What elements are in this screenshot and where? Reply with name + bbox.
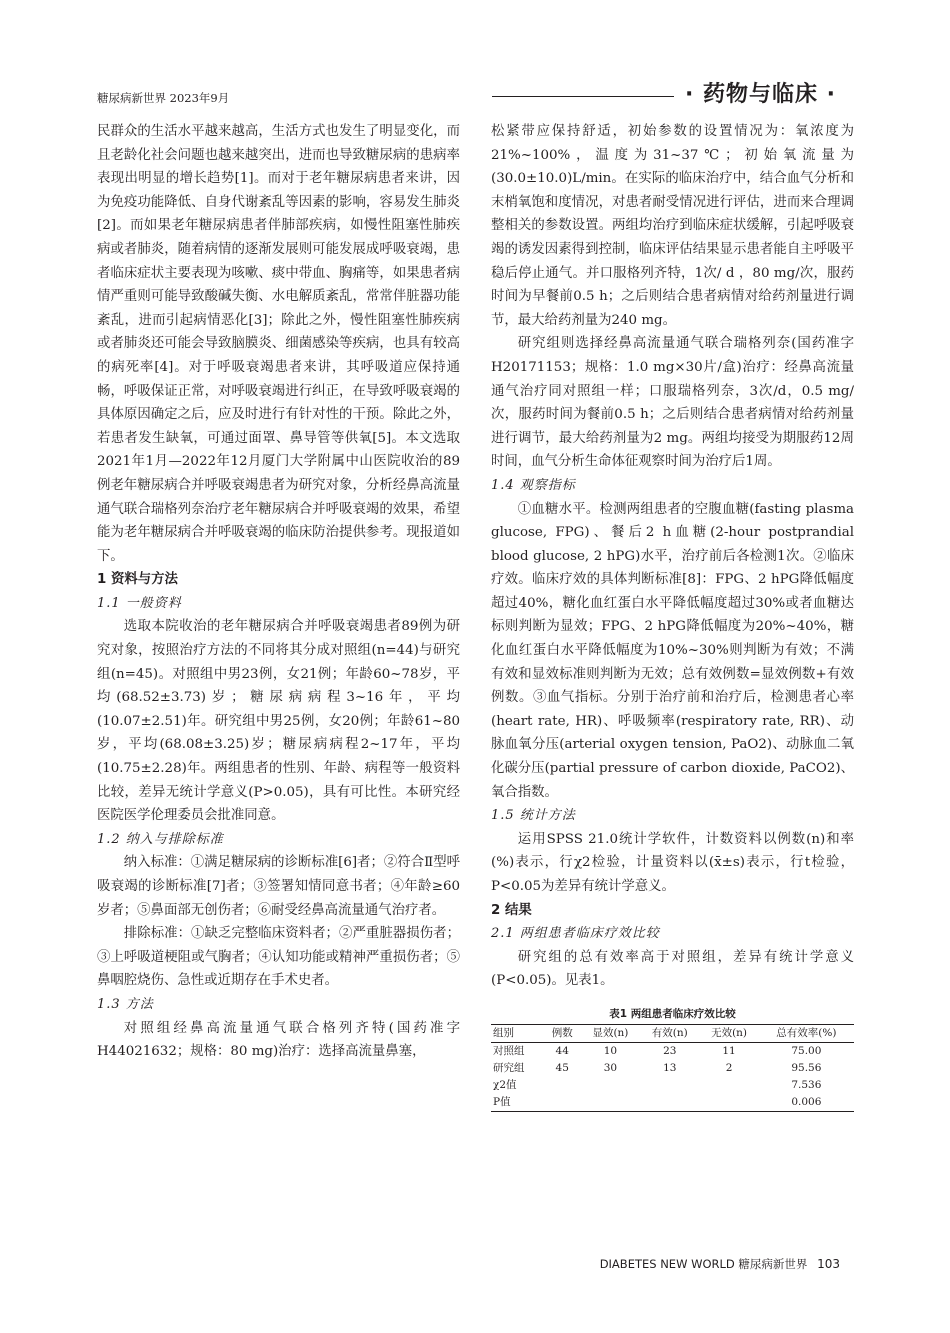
table-cell bbox=[699, 1077, 758, 1094]
table-cell bbox=[581, 1077, 640, 1094]
table-row bbox=[491, 1060, 854, 1077]
table-header-cell: 总有效率(%) bbox=[776, 1026, 837, 1039]
table-cell: 45 bbox=[555, 1061, 569, 1074]
table-row bbox=[491, 1094, 854, 1112]
table-cell: 10 bbox=[603, 1044, 618, 1057]
table-cell: 0.006 bbox=[791, 1095, 822, 1108]
general-info-paragraph: 选取本院收治的老年糖尿病合并呼吸衰竭患者89例为研究对象，按照治疗方法的不同将其分成对照组(n=44)与研究组(n=45)。对照组中男23例，女21例；年龄60~78岁，平均(68.52±3.73)岁；糖尿病病程3~16年，平均(10.07±2.51)年。研究组中男25例，女20例；年龄61~80岁，平均(68.08±3.25)岁；糖尿病病程2~17年，平均(10.75±2.28)年。两组患者的性别、年龄、病程等一般资料比较，差异无统计学意义(P>0.05)，具有可比性。本研究经医院医学伦理委员会批准同意。 bbox=[97, 619, 460, 824]
table-header-cell: 例数 bbox=[551, 1026, 573, 1039]
table-cell: P值 bbox=[493, 1095, 511, 1108]
page-footer bbox=[600, 1256, 840, 1272]
table-cell bbox=[544, 1094, 581, 1112]
table-header-row bbox=[491, 1024, 854, 1042]
table-cell: 7.536 bbox=[791, 1078, 822, 1091]
table-header-cell: 显效(n) bbox=[592, 1026, 629, 1039]
heading-observation: 1.4 观察指标 bbox=[491, 477, 576, 493]
footer-journal-name: DIABETES NEW WORLD 糖尿病新世界 bbox=[599, 1257, 808, 1271]
table-cell bbox=[581, 1094, 640, 1112]
method-continued-paragraph: 松紧带应保持舒适，初始参数的设置情况为：氧浓度为21%~100%，温度为31~37℃；初始氧流量为(30.0±10.0)L/min。在实际的临床治疗中，结合血气分析和末梢氧饱和度情况，对患者耐受情况进行评估，进而来合理调整相关的参数设置。两组均治疗到临床症状缓解，引起呼吸衰竭的诱发因素得到控制，临床评估结果显示患者能自主呼吸平稳后停止通气。并口服格列齐特，1次/ d ，80 mg/次，服药时间为早餐前0.5 h；之后则结合患者病情对给药剂量进行调节，最大给药剂量为240 mg。 bbox=[491, 124, 854, 328]
exclusion-paragraph: 排除标准：①缺乏完整临床资料者；②严重脏器损伤者；③上呼吸道梗阻或气胸者；④认知功能或精神严重损伤者；⑤鼻咽腔烧伤、急性或近期存在手术史者。 bbox=[97, 926, 460, 989]
table-row bbox=[491, 1077, 854, 1094]
table-cell: 75.00 bbox=[791, 1044, 822, 1057]
table-cell: 13 bbox=[663, 1061, 677, 1074]
heading-general-info: 1.1 一般资料 bbox=[97, 595, 182, 611]
observation-paragraph: ①血糖水平。检测两组患者的空腹血糖(fasting plasma glucose, FPG)、餐后2 h血糖(2-hour postprandial blood glucose, 2 hPG)水平，治疗前后各检测1次。②临床疗效。临床疗效的具体判断标准[8]：FPG、2 hPG降低幅度超过40%，糖化血红蛋白水平降低幅度超过30%或者血糖达标则判断为显效；FPG、2 hPG降低幅度为20%~40%，糖化血红蛋白水平降低幅度为10%~30%则判断为有效；不满有效和显效标准则判断为无效；总有效例数=显效例数+有效例数。③血气指标。分别于治疗前和治疗后，检测患者心率(heart rate, HR)、呼吸频率(respiratory rate, RR)、动脉血氧分压(arterial oxygen tension, PaO2)、动脉血二氧化碳分压(partial pressure of carbon dioxide, PaCO2)、氧合指数。 bbox=[491, 501, 854, 800]
heading-statistics: 1.5 统计方法 bbox=[491, 808, 576, 824]
table-cell: 对照组 bbox=[493, 1044, 525, 1057]
table-header-cell: 有效(n) bbox=[651, 1026, 688, 1039]
running-header-left: 糖尿病新世界 2023年9月 bbox=[97, 91, 230, 105]
table-cell bbox=[640, 1077, 699, 1094]
efficacy-table-block bbox=[491, 1007, 854, 1112]
table-cell: 2 bbox=[725, 1061, 733, 1074]
table-header-cell: 无效(n) bbox=[711, 1026, 748, 1039]
page-number: 103 bbox=[817, 1257, 840, 1271]
table-cell: 研究组 bbox=[493, 1061, 525, 1074]
results-paragraph: 研究组的总有效率高于对照组，差异有统计学意义(P<0.05)。见表1。 bbox=[491, 949, 854, 989]
table-cell: 23 bbox=[663, 1044, 677, 1057]
table-row bbox=[491, 1042, 854, 1060]
intro-paragraph: 民群众的生活水平越来越高，生活方式也发生了明显变化，而且老龄化社会问题也越来越突出，进而也导致糖尿病的患病率表现出明显的增长趋势[1]。而对于老年糖尿病患者来讲，因为免疫功能降低、自身代谢紊乱等因素的影响，容易发生肺炎[2]。而如果老年糖尿病患者伴肺部疾病，如慢性阻塞性肺疾病或者肺炎，随着病情的逐渐发展则可能发展成呼吸衰竭，患者临床症状主要表现为咳嗽、痰中带血、胸痛等，如果患者病情严重则可能导致酸碱失衡、水电解质紊乱，常常伴脏器功能紊乱，进而引起病情恶化[3]；除此之外，慢性阻塞性肺疾病或者肺炎还可能会导致脑膜炎、细菌感染等疾病，也具有较高的病死率[4]。对于呼吸衰竭患者来讲，其呼吸道应保持通畅，呼吸保证正常，对呼吸衰竭进行纠正，在导致呼吸衰竭的具体原因确定之后，应及时进行有针对性的干预。除此之外，若患者发生缺氧，可通过面罩、鼻导管等供氧[5]。本文选取2021年1月—2022年12月厦门大学附属中山医院收治的89例老年糖尿病合并呼吸衰竭患者为研究对象，分析经鼻高流量通气联合瑞格列奈治疗老年糖尿病合并呼吸衰竭的效果，希望能为老年糖尿病合并呼吸衰竭的临床防治提供参考。现报道如下。 bbox=[97, 124, 460, 564]
heading-comparison: 2.1 两组患者临床疗效比较 bbox=[491, 926, 660, 942]
table-cell: χ2值 bbox=[493, 1078, 517, 1091]
table-cell: 95.56 bbox=[791, 1061, 822, 1074]
header-rule bbox=[492, 96, 674, 97]
heading-method: 1.3 方法 bbox=[97, 996, 154, 1012]
efficacy-table bbox=[491, 1024, 854, 1112]
table-cell bbox=[640, 1094, 699, 1112]
heading-criteria: 1.2 纳入与排除标准 bbox=[97, 831, 224, 847]
table-cell bbox=[699, 1094, 758, 1112]
method-paragraph: 对照组经鼻高流量通气联合格列齐特(国药准字H44021632；规格：80 mg)治疗：选择高流量鼻塞， bbox=[97, 1020, 460, 1060]
table-header-cell: 组别 bbox=[493, 1026, 514, 1039]
inclusion-paragraph: 纳入标准：①满足糖尿病的诊断标准[6]者；②符合Ⅱ型呼吸衰竭的诊断标准[7]者；③签署知情同意书者；④年龄≥60岁者；⑤鼻面部无创伤者；⑥耐受经鼻高流量通气治疗者。 bbox=[97, 855, 460, 918]
table-caption: 表1 两组患者临床疗效比较 bbox=[609, 1007, 736, 1020]
section-title: · 药物与临床 · bbox=[685, 82, 837, 107]
table-cell: 30 bbox=[603, 1061, 618, 1074]
heading-methods: 1 资料与方法 bbox=[97, 572, 178, 588]
left-column bbox=[97, 120, 460, 1064]
heading-results: 2 结果 bbox=[491, 902, 532, 918]
table-cell: 11 bbox=[722, 1044, 736, 1057]
table-cell bbox=[544, 1077, 581, 1094]
right-column bbox=[491, 120, 854, 1112]
statistics-paragraph: 运用SPSS 21.0统计学软件，计数资料以例数(n)和率(%)表示，行χ2检验，计量资料以(x̄±s)表示，行t检验，P<0.05为差异有统计学意义。 bbox=[491, 831, 854, 894]
study-group-paragraph: 研究组则选择经鼻高流量通气联合瑞格列奈(国药准字H20171153；规格：1.0 mg×30片/盒)治疗：经鼻高流量通气治疗同对照组一样；口服瑞格列奈，3次/d，0.5 mg/次，服药时间为餐前0.5 h；之后则结合患者病情对给药剂量进行调节，最大给药剂量为2 mg。两组均接受为期服药12周时间，血气分析生命体征观察时间为治疗后1周。 bbox=[491, 336, 854, 470]
table-cell: 44 bbox=[555, 1044, 569, 1057]
